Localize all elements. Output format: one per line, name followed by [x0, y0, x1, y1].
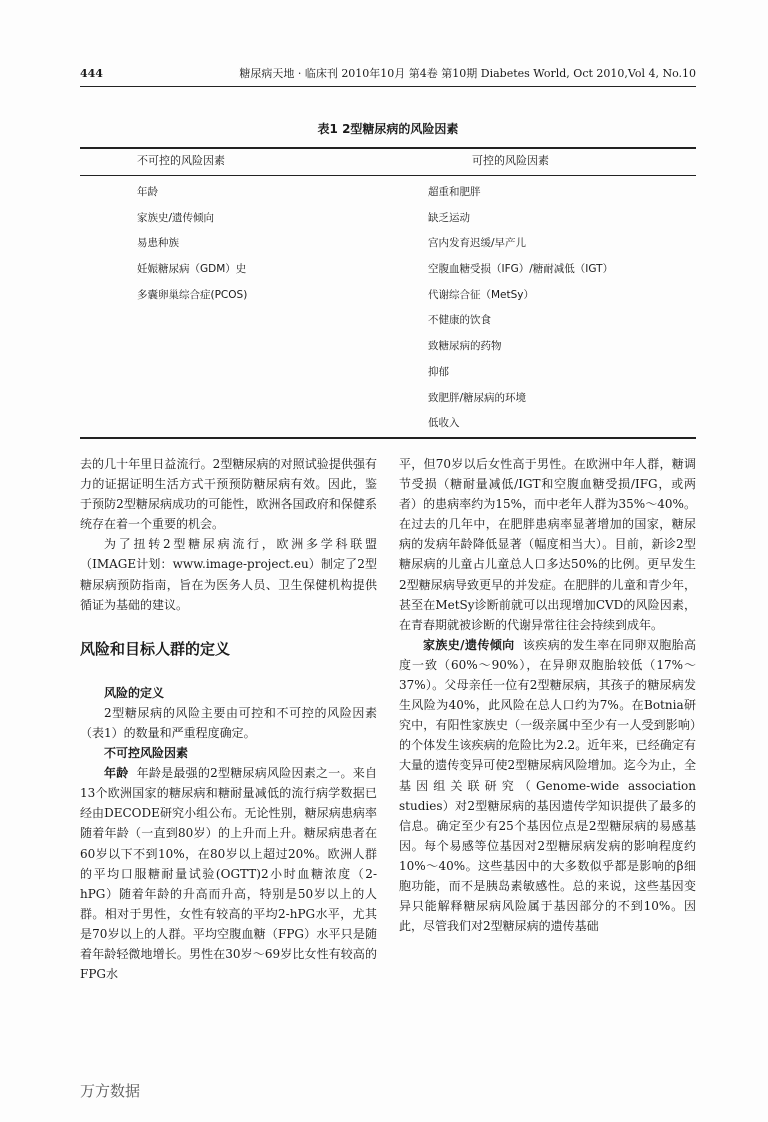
body-paragraph: [399, 635, 696, 936]
header-rule: [80, 86, 696, 87]
left-column: [80, 454, 377, 984]
watermark: 万方数据: [80, 1082, 141, 1100]
body-paragraph: 平，但70岁以后女性高于男性。在欧洲中年人群，糖调节受损（糖耐量减低/IGT和空腹血糖受损/IFG，或两者）的患病率约为15%，而中老年人群为35%～40%。在过去的几年中，在肥胖患病率显著增加的国家，糖尿病的发病年龄降低显著（幅度相当大）。目前，新诊2型糖尿病的儿童占儿童总人口多达50%的比例。更早发生2型糖尿病导致更早的并发症。在肥胖的儿童和青少年，甚至在MetSy诊断前就可以出现增加CVD的风险因素，在青春期就被诊断的代谢异常往往会持续到成年。: [399, 457, 696, 632]
table-cell: 年龄: [137, 186, 158, 198]
table-header-controllable: 可控的风险因素: [472, 154, 549, 167]
table-cell: 空腹血糖受损（IFG）/糖耐减低（IGT）: [428, 263, 614, 276]
body-paragraph: 2型糖尿病的风险主要由可控和不可控的风险因素（表1）的数量和严重程度确定。: [80, 705, 377, 740]
table-header-rule: [80, 175, 696, 176]
controllable-factors-list: [428, 185, 613, 442]
section-title: 风险和目标人群的定义: [80, 639, 231, 658]
table-cell: 致糖尿病的药物: [428, 340, 502, 353]
table-caption: 表1 2型糖尿病的风险因素: [317, 122, 459, 136]
table-cell: 抑郁: [428, 365, 449, 378]
uncontrollable-factors-list: [137, 185, 247, 313]
table-cell: 低收入: [428, 417, 460, 430]
table-bottom-rule: [80, 437, 696, 439]
table-cell: 多囊卵巢综合症(PCOS): [137, 288, 248, 301]
table-top-rule: [80, 147, 696, 149]
paragraph-text: 年龄是最强的2型糖尿病风险因素之一。来自13个欧洲国家的糖尿病和糖耐量减低的流行病学数据已经由DECODE研究小组公布。无论性别，糖尿病患病率随着年龄（一直到80岁）的上升而上升。糖尿病患者在60岁以下不到10%，在80岁以上超过20%。欧洲人群的平均口服糖耐量试验(OGTT)2小时血糖浓度（2-hPG）随着年龄的升高而升高，特别是50岁以上的人群。相对于男性，女性有较高的平均2-hPG水平，尤其是70岁以上的人群。平均空腹血糖（FPG）水平只是随着年龄轻微地增长。男性在30岁～69岁比女性有较高的FPG水: [80, 766, 377, 982]
table-cell: 易患种族: [137, 237, 179, 250]
subsection-title: 不可控风险因素: [104, 746, 189, 761]
table-cell: 不健康的饮食: [428, 314, 491, 327]
table-cell: 缺乏运动: [428, 211, 470, 224]
page-number: 444: [80, 67, 103, 80]
table-cell: 家族史/遗传倾向: [137, 211, 215, 224]
table-header-uncontrollable: 不可控的风险因素: [137, 154, 225, 167]
running-header: [80, 64, 696, 84]
run-in-heading: 年龄: [104, 766, 129, 781]
body-paragraph: 去的几十年里日益流行。2型糖尿病的对照试验提供强有力的证据证明生活方式干预预防糖尿病有效。因此，鉴于预防2型糖尿病成功的可能性，欧洲各国政府和保健系统存在着一个重要的机会。: [80, 457, 377, 532]
right-column: [399, 454, 696, 936]
run-in-heading: 家族史/遗传倾向: [423, 637, 515, 652]
table-cell: 妊娠糖尿病（GDM）史: [137, 263, 247, 276]
subsection-title: 风险的定义: [104, 685, 165, 700]
paragraph-text: 该疾病的发生率在同卵双胞胎高度一致（60%～90%），在异卵双胞胎较低（17%～37%）。父母亲任一位有2型糖尿病，其孩子的糖尿病发生风险为40%，此风险在总人口约为7%。在Botnia研究中，有阳性家族史（一级亲属中至少有一人受到影响）的个体发生该疾病的危险比为2.2。近年来，已经确定有大量的遗传变异可使2型糖尿病风险增加。迄今为止，全基因组关联研究（Genome-wide association studies）对2型糖尿病的基因遗传学知识提供了最多的信息。确定至少有25个基因位点是2型糖尿病的易感基因。每个易感等位基因对2型糖尿病发病的影响程度约10%～40%。这些基因中的大多数似乎都是影响的β细胞功能，而不是胰岛素敏感性。总的来说，这些基因变异只能解释糖尿病风险属于基因部分的不到10%。因此，尽管我们对2型糖尿病的遗传基础: [399, 637, 696, 934]
body-paragraph: [80, 763, 377, 984]
table-cell: 超重和肥胖: [428, 186, 481, 198]
table-cell: 致肥胖/糖尿病的环境: [428, 391, 527, 404]
table-cell: 宫内发育迟缓/早产儿: [428, 237, 527, 250]
table-cell: 代谢综合征（MetSy）: [428, 288, 535, 301]
journal-citation: 糖尿病天地 · 临床刊 2010年10月 第4卷 第10期 Diabetes World, Oct 2010,Vol 4, No.10: [239, 67, 696, 80]
body-paragraph: 为了扭转2型糖尿病流行，欧洲多学科联盟（IMAGE计划：www.image-project.eu）制定了2型糖尿病预防指南，旨在为医务人员、卫生保健机构提供循证为基础的建议。: [80, 537, 377, 612]
